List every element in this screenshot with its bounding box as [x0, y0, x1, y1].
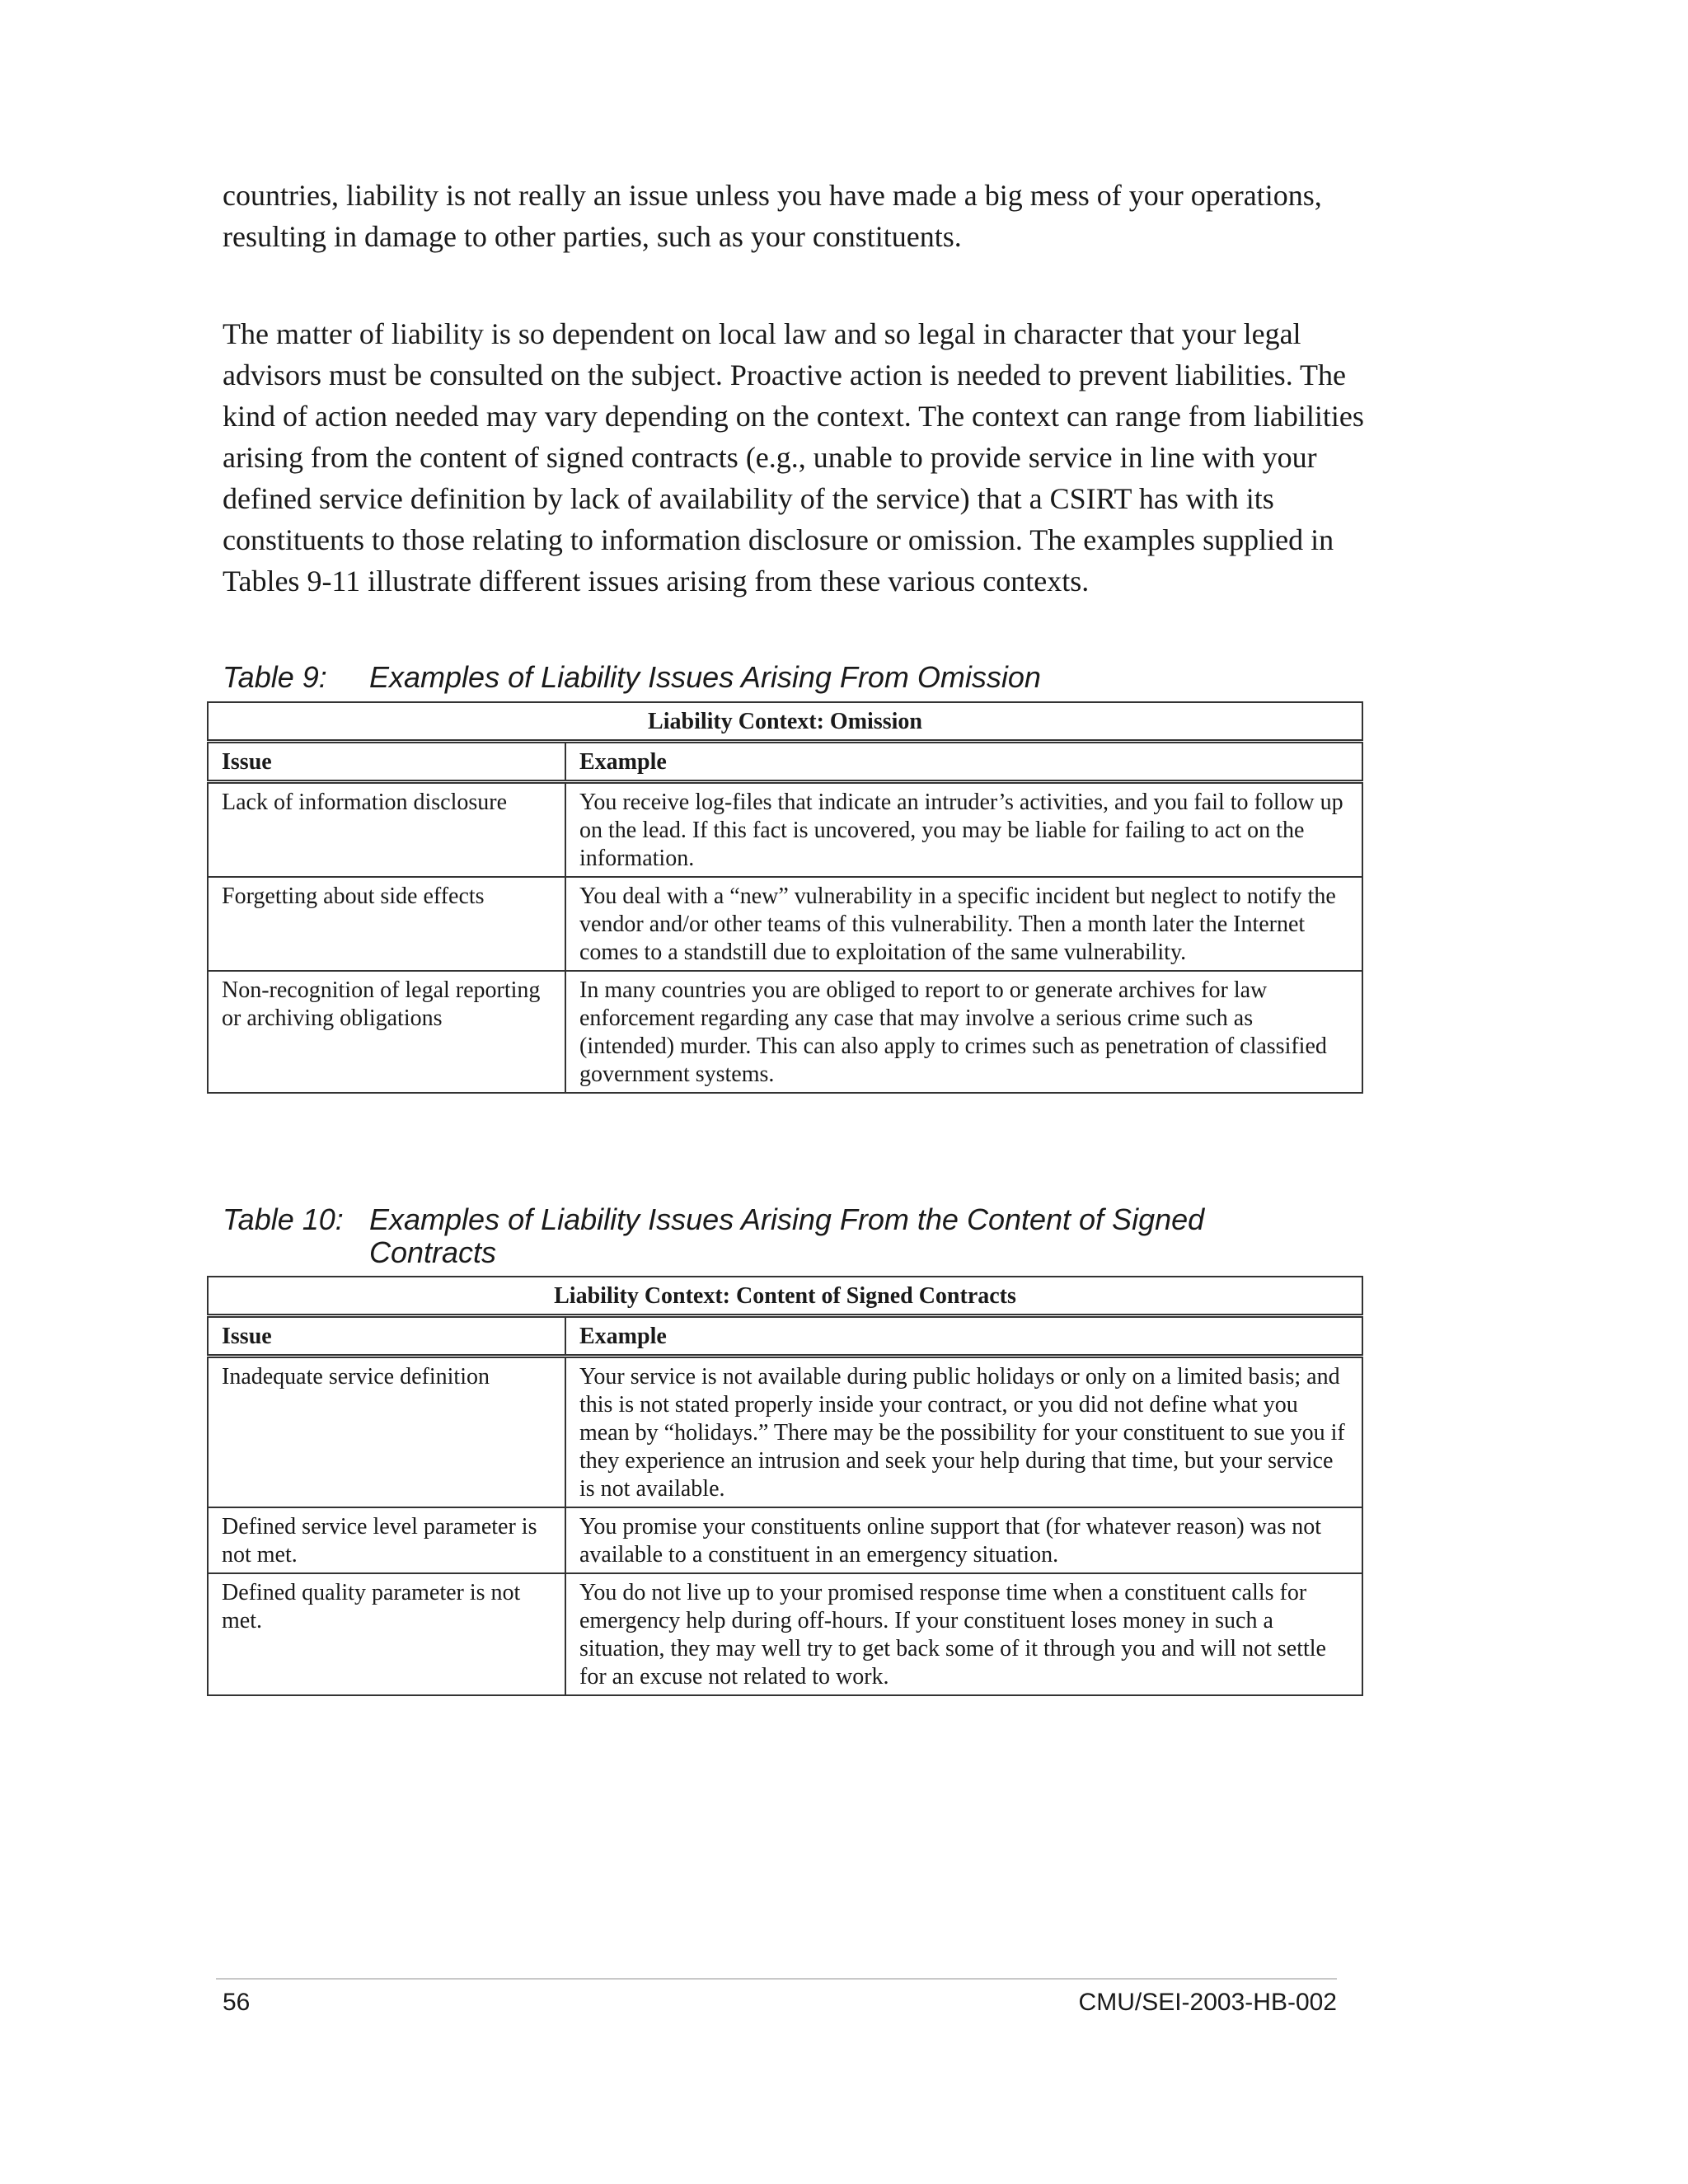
table-caption-label: Table 10:: [223, 1202, 344, 1236]
table-caption-title: Examples of Liability Issues Arising From Omission: [369, 660, 1041, 694]
table-10: [207, 1276, 1363, 1696]
column-header-example: Example: [565, 1316, 1362, 1357]
issue-cell: Non-recognition of legal reporting or archiving obligations: [208, 971, 565, 1093]
issue-cell: Defined quality parameter is not met.: [208, 1573, 565, 1695]
table-row: [208, 1507, 1362, 1573]
example-cell: You deal with a “new” vulnerability in a specific incident but neglect to notify the vendor and/or other teams of this vulnerability. Then a month later the Internet comes to a standstill due to exploitation of the same vulnerability.: [565, 877, 1362, 971]
footer-divider: [216, 1978, 1337, 1980]
issue-cell: Forgetting about side effects: [208, 877, 565, 971]
column-header-example: Example: [565, 742, 1362, 782]
issue-cell: Defined service level parameter is not met.: [208, 1507, 565, 1573]
example-cell: In many countries you are obliged to report to or generate archives for law enforcement regarding any case that may involve a serious crime such as (intended) murder. This can also apply to crimes such as penetration of classified government systems.: [565, 971, 1362, 1093]
table-9-caption: [223, 661, 1376, 694]
body-paragraph: countries, liability is not really an issue unless you have made a big mess of your operations, resulting in damage to other parties, such as your constituents.: [223, 179, 1322, 253]
document-id: CMU/SEI-2003-HB-002: [1078, 1989, 1337, 2016]
example-cell: You do not live up to your promised response time when a constituent calls for emergency help during off-hours. If your constituent loses money in such a situation, they may well try to get back some of it through you and will not settle for an excuse not related to work.: [565, 1573, 1362, 1695]
issue-cell: Inadequate service definition: [208, 1357, 565, 1508]
table-row: [208, 782, 1362, 878]
column-header-issue: Issue: [208, 742, 565, 782]
example-cell: You receive log-files that indicate an intruder’s activities, and you fail to follow up on the lead. If this fact is uncovered, you may be liable for failing to act on the information.: [565, 782, 1362, 878]
page-number: 56: [223, 1989, 251, 2016]
table-9: [207, 701, 1363, 1094]
column-header-issue: Issue: [208, 1316, 565, 1357]
table-row: [208, 1357, 1362, 1508]
example-cell: You promise your constituents online support that (for whatever reason) was not available to a constituent in an emergency situation.: [565, 1507, 1362, 1573]
table-10-caption: [223, 1203, 1245, 1269]
table-caption-label: Table 9:: [223, 660, 327, 694]
table-caption-title: Examples of Liability Issues Arising From the Content of Signed Contracts: [369, 1202, 1205, 1269]
table-row: [208, 877, 1362, 971]
table-context-header: Liability Context: Content of Signed Contracts: [208, 1277, 1362, 1316]
table-row: [208, 1573, 1362, 1695]
table-row: [208, 971, 1362, 1093]
table-context-header: Liability Context: Omission: [208, 702, 1362, 742]
example-cell: Your service is not available during public holidays or only on a limited basis; and this is not stated properly inside your contract, or you did not define what you mean by “holidays.” There may be the possibility for your constituent to sue you if they experience an intrusion and seek your help during that time, but your service is not available.: [565, 1357, 1362, 1508]
issue-cell: Lack of information disclosure: [208, 782, 565, 878]
body-paragraph: The matter of liability is so dependent on local law and so legal in character that your legal advisors must be consulted on the subject. Proactive action is needed to prevent liabilities. The kind of action needed may vary depending on the context. The context can range from liabilities arising from the content of signed contracts (e.g., unable to provide service in line with your defined service definition by lack of availability of the service) that a CSIRT has with its constituents to those relating to information disclosure or omission. The examples supplied in Tables 9-11 illustrate different issues arising from these various contexts.: [223, 317, 1364, 598]
